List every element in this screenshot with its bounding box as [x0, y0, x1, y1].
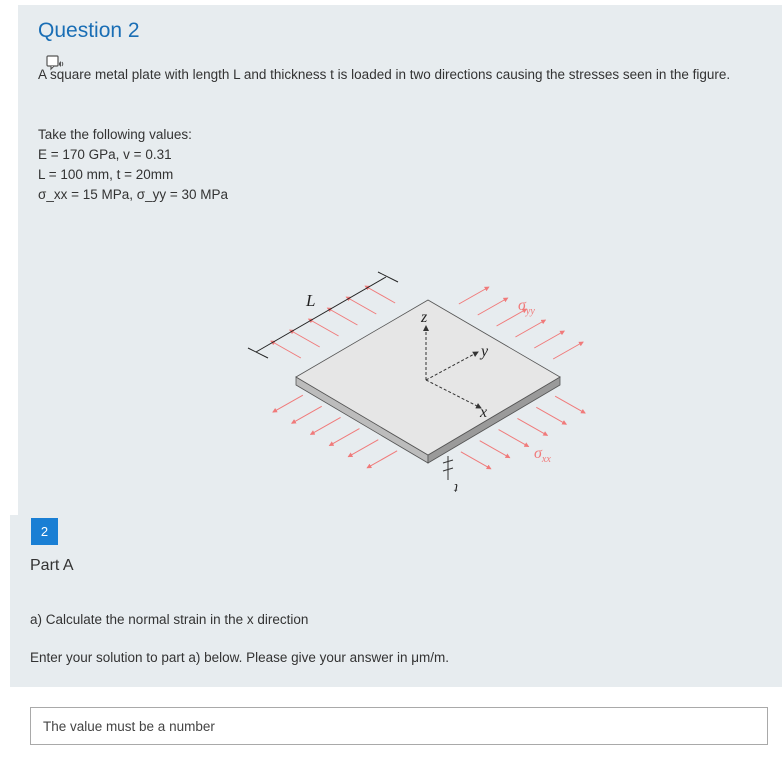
stress-arrow: [515, 320, 545, 337]
stress-arrow: [499, 430, 529, 447]
label-t: t: [454, 480, 458, 495]
stress-arrow: [365, 286, 395, 303]
value-line: σ_xx = 15 MPa, σ_yy = 30 MPa: [38, 187, 229, 202]
label-L: L: [306, 291, 316, 310]
stress-arrow: [555, 396, 585, 413]
value-line: E = 170 GPa, v = 0.31: [38, 147, 172, 162]
stress-arrow: [309, 319, 339, 336]
stress-arrow: [327, 308, 357, 325]
label-sigma-xx: $\sigma_{xx}$: [534, 445, 551, 465]
part-number-badge[interactable]: 2: [31, 518, 58, 545]
plate-top: [296, 300, 560, 455]
label-x: x: [480, 404, 488, 421]
answer-input[interactable]: [30, 707, 768, 745]
stress-arrow: [348, 440, 378, 457]
value-line: L = 100 mm, t = 20mm: [38, 167, 174, 182]
given-values: [38, 125, 738, 205]
label-y: y: [481, 343, 489, 360]
stress-arrow: [536, 407, 566, 424]
stress-arrow: [534, 331, 564, 348]
stress-arrow: [271, 341, 301, 358]
question-intro: A square metal plate with length L and thickness t is loaded in two directions causing the stresses seen in the figure.: [38, 67, 731, 82]
stress-arrow: [480, 441, 510, 458]
stress-arrow: [367, 451, 397, 468]
stress-arrow: [273, 395, 303, 412]
part-a-instruction: Enter your solution to part a) below. Please give your answer in μm/m.: [30, 650, 449, 665]
stress-arrow: [329, 429, 359, 446]
plate-figure: [218, 260, 598, 500]
stress-arrow: [478, 298, 508, 315]
stress-arrow: [553, 342, 583, 359]
part-a-panel: [10, 515, 782, 687]
label-z: z: [421, 309, 428, 326]
stress-arrow: [311, 417, 341, 434]
stress-arrow: [461, 452, 491, 469]
question-panel: [18, 5, 782, 515]
label-sigma-yy: $\sigma_{yy}$: [518, 297, 535, 317]
stress-arrow: [346, 297, 376, 314]
part-a-question: a) Calculate the normal strain in the x direction: [30, 612, 309, 627]
part-label: Part A: [30, 557, 74, 574]
values-heading: Take the following values:: [38, 127, 192, 142]
stress-arrow: [459, 287, 489, 304]
stress-arrow: [292, 406, 322, 423]
stress-arrow: [290, 330, 320, 347]
stress-arrow: [517, 418, 547, 435]
question-title: Question 2: [38, 19, 140, 42]
